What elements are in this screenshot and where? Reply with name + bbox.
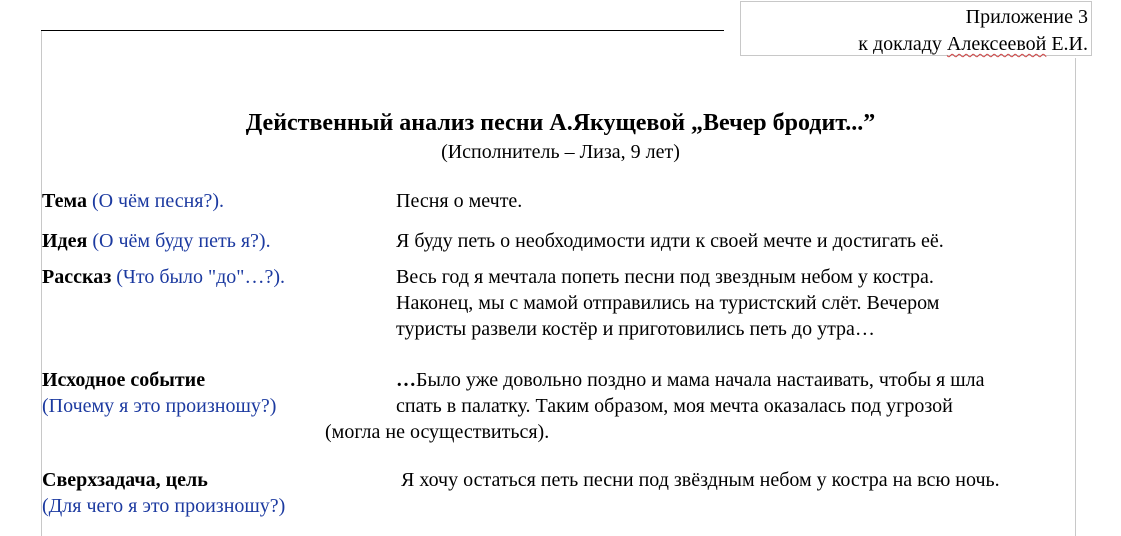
row-value-initial-event-line-3: (могла не осуществиться).	[325, 421, 550, 443]
row-label-initial-event	[42, 367, 205, 393]
row-label-story-term: Рассказ	[42, 266, 112, 288]
header-rule	[41, 30, 724, 31]
row-label-theme-question: (О чём песня?).	[91, 190, 225, 212]
row-value-initial-event-line-1	[396, 367, 985, 393]
row-value-supertask: Я хочу остаться петь песни под звёздным небом у костра на всю ночь.	[401, 469, 1000, 491]
row-label-initial-event-term: Исходное событие	[42, 369, 206, 391]
row-label-supertask-question: (Для чего я это произношу?)	[42, 495, 286, 517]
row-label-supertask-term: Сверхзадача, цель	[42, 469, 208, 491]
row-label-theme	[42, 188, 224, 214]
document-title	[0, 108, 1121, 138]
row-label-idea-question: (О чём буду петь я?).	[92, 230, 271, 252]
row-value-story-line-2: Наконец, мы с мамой отправились на туристский слёт. Вечером	[396, 292, 940, 314]
row-label-initial-event-question: (Почему я это произношу?)	[42, 395, 277, 417]
row-label-idea	[42, 228, 271, 254]
row-value-initial-event-line-1-text: Было уже довольно поздно и мама начала настаивать, чтобы я шла	[416, 369, 985, 391]
document-title-text: Действенный анализ песни А.Якущевой „Вечер бродит...”	[245, 110, 876, 136]
row-label-theme-term: Тема	[42, 190, 87, 212]
appendix-report-author	[858, 32, 1088, 56]
row-label-story	[42, 264, 285, 290]
row-value-story-line-3: туристы развели костёр и приготовились петь до утра…	[396, 318, 875, 340]
document-subtitle: (Исполнитель – Лиза, 9 лет)	[441, 141, 680, 163]
row-label-supertask	[42, 467, 208, 493]
appendix-author-surname: Алексеевой	[946, 33, 1047, 55]
row-value-theme: Песня о мечте.	[396, 190, 523, 212]
row-value-idea: Я буду петь о необходимости идти к своей мечте и достигать её.	[396, 230, 944, 252]
row-label-idea-term: Идея	[42, 230, 88, 252]
row-value-story-line-1: Весь год я мечтала попеть песни под звездным небом у костра.	[396, 266, 934, 288]
row-value-initial-event-ellipsis: …	[396, 369, 416, 391]
appendix-author-initials: Е.И.	[1046, 33, 1088, 55]
row-label-story-question: (Что было "до"…?).	[116, 266, 286, 288]
row-value-initial-event-line-2: спать в палатку. Таким образом, моя мечта оказалась под угрозой	[396, 395, 953, 417]
appendix-number: Приложение 3	[965, 6, 1088, 28]
appendix-text-box[interactable]	[740, 1, 1092, 56]
appendix-report-prefix: к докладу	[858, 33, 947, 55]
